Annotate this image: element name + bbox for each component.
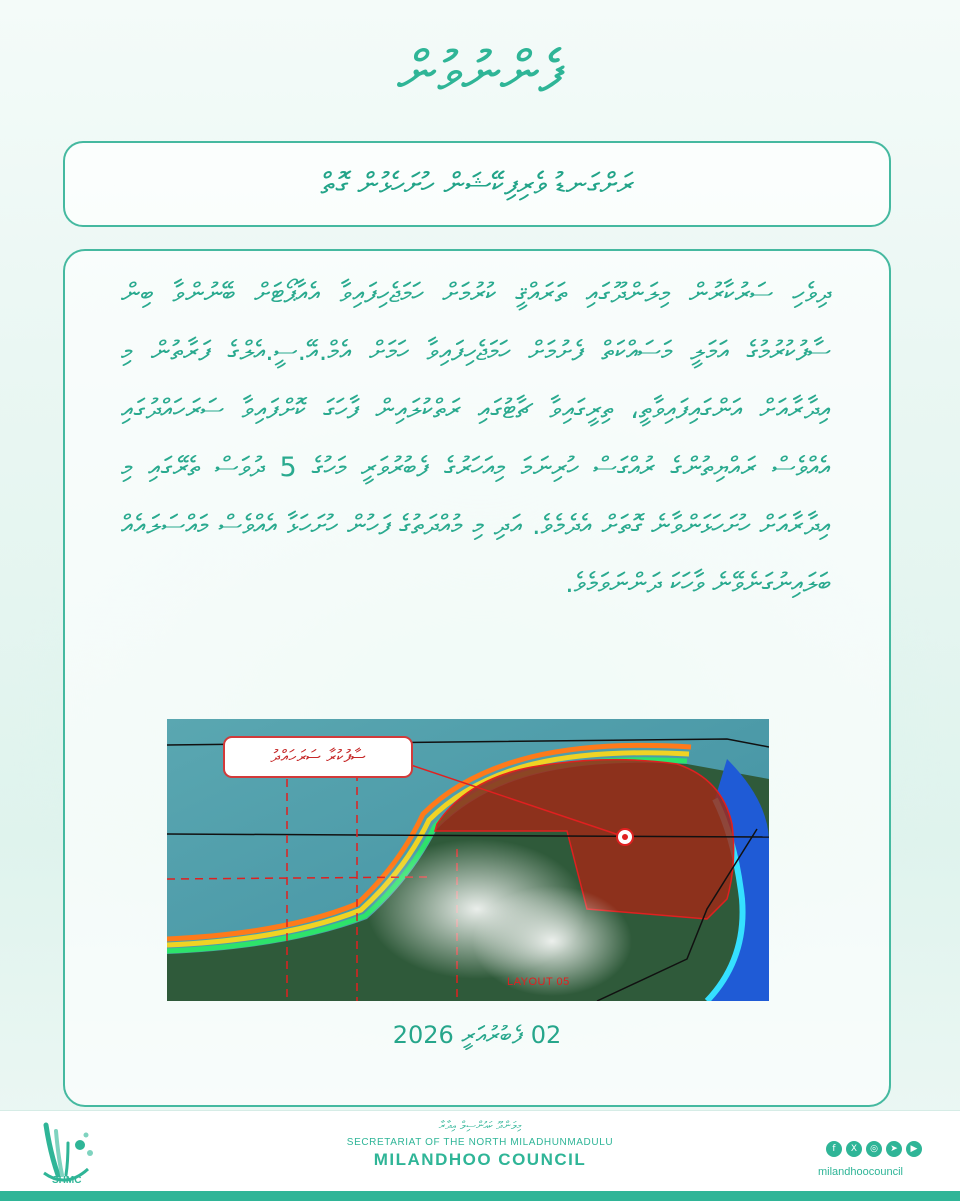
council-name: MILANDHOO COUNCIL <box>373 1150 587 1169</box>
social-icons <box>826 1141 922 1157</box>
notice-body: ދިވެހި ސަރުކާރުން މިލަންދޫގައި ތަރައްޤީ ކުރުމަށް ހަމަޖެހިފައިވާ އެއާޕޯޓަށް ބޭނުންވާ ބިން ސާފުކުރުމުގެ އަމަލީ މަސައްކަތް ފެށުމަށް ހަމަޖެހިފައިވާ ހަމަށް އެމް.އޭ.ސީ.އެލްގެ ފަރާތުން މި އިދާރާއަށް އަންގައިފައިވާތީ، ތިރީގައިވާ ޗާޓުގައި ރަތްކުލައިން ފާހަގަ ކޮށްފައިވާ ސަރަހައްދުގައި އެއްވެސް ރައްޔިތުންގެ ރުއްގަސް ހުރިނަމަ މިއަހަރުގެ ފެބުރުވަރީ މަހުގެ 5 ދުވަސް ތެރޭގައި މި އިދާރާއަށް ހުށަހަޅަންވާނެ ގޮތަށް އެދެމެވެ. އަދި މި މުއްދަތުގެ ފަހުން ހުށަހަޅާ އެއްވެސް މައްސަލައެއް ބަލައިނުގަނެވޭނެ ވާހަކަ ދަންނަވަމެވެ. <box>121 278 832 599</box>
facebook-icon[interactable]: f <box>826 1141 842 1157</box>
subtitle-box <box>63 141 891 227</box>
page-title: ފެންނުވުން <box>397 40 563 105</box>
youtube-icon[interactable]: ▶ <box>906 1141 922 1157</box>
notice-card <box>63 249 891 1107</box>
page-header <box>0 28 960 118</box>
instagram-icon[interactable]: ◎ <box>866 1141 882 1157</box>
x-icon[interactable]: X <box>846 1141 862 1157</box>
notice-date: 02 ފެބުރުއަރީ 2026 <box>392 1021 562 1049</box>
council-name-dhivehi: މިލަންދޫ ކައުންސިލް އިދާރާ <box>438 1119 522 1132</box>
council-identity <box>330 1119 630 1170</box>
map-area-label: ސާފުކުރާ ސަރަހައްދު <box>223 736 413 778</box>
telegram-icon[interactable]: ➤ <box>886 1141 902 1157</box>
subtitle-text: ރަށްގަނޑު ވެރިފިކޭޝަން ހުށަހެޅުން ގޮތް <box>320 166 634 202</box>
social-handle[interactable]: milandhoocouncil <box>818 1166 903 1178</box>
site-map <box>167 719 769 1001</box>
layout-label: LAYOUT 05 <box>507 976 570 988</box>
footer <box>0 1110 960 1201</box>
logo-label: SHMC <box>52 1175 82 1186</box>
council-secretariat: SECRETARIAT OF THE NORTH MILADHUNMADULU <box>346 1137 614 1148</box>
